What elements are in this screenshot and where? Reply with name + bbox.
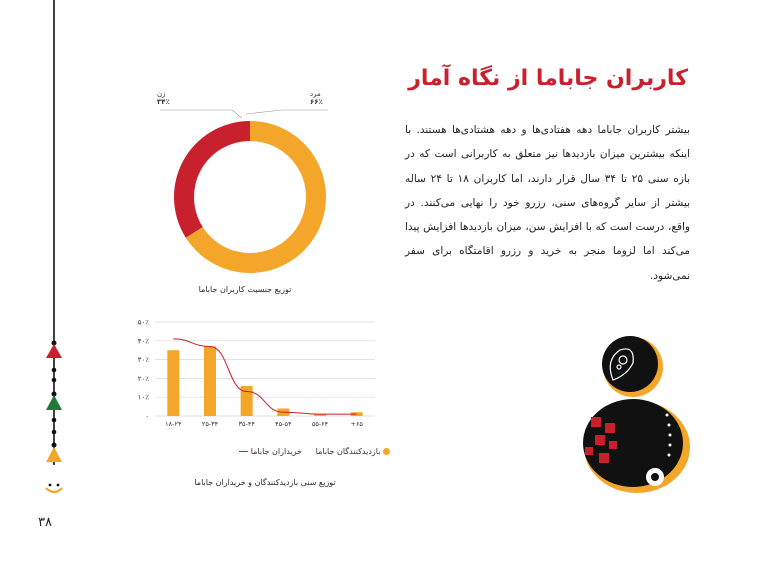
y-tick-label: ۱۰٪: [137, 393, 149, 402]
x-tick-label: ۲۵-۳۴: [201, 420, 219, 428]
page-title: کاربران جاباما از نگاه آمار: [408, 66, 688, 91]
visitors-legend-swatch: [383, 448, 390, 455]
smile-logo-icon: [46, 484, 62, 492]
body-paragraph: بیشتر کاربران جاباما دهه هفتادی‌ها و دهه هشتادی‌ها هستند. با اینکه بیشترین میزان بازدیدها نیز متعلق به کاربرانی است که در بازه سنی ۲۵ تا ۳۴ سال قرار دارند، اما کاربران ۱۸ تا ۲۴ ساله بیشتر از سایر گروه‌های سنی، رزرو خود را نهایی می‌کنند. در واقع، درست است که با افزایش سن، میزان بازدیدها افزایش پیدا می‌کند اما لزوما منجر به خرید و رزرو اقامتگاه برای سفر نمی‌شود.: [405, 124, 691, 282]
white-flower-icon: [646, 468, 664, 486]
legend-female: [157, 90, 170, 106]
x-tick-label: ۵۵-۶۴: [311, 420, 329, 428]
gender-donut-chart: [150, 90, 350, 280]
age-bar-chart: [120, 312, 380, 437]
red-tassel-icon: [46, 341, 62, 359]
legend-female-label: زن: [157, 90, 166, 98]
visitor-bar: [167, 350, 179, 416]
y-tick-label: ۵۰٪: [137, 318, 149, 327]
rope-decoration: [40, 0, 80, 500]
x-tick-label: ۱۸-۲۴: [165, 420, 182, 428]
orange-tassel-icon: [46, 443, 62, 463]
donut-caption: توزیع جنسیت کاربران جاباما: [198, 285, 292, 294]
x-tick-label: ۴۵-۵۴: [275, 420, 292, 428]
buyers-line: [173, 339, 356, 414]
y-tick-label: ۲۰٪: [137, 374, 149, 383]
x-tick-label: +۶۵: [350, 420, 363, 428]
buyers-legend-label: خریداران جاباما: [250, 447, 302, 456]
buyers-legend-swatch: [239, 451, 248, 452]
x-tick-label: ۳۵-۴۴: [238, 420, 255, 428]
buyers-legend: [212, 447, 302, 456]
legend-male-label: مرد: [310, 90, 321, 98]
figure-illustration: [575, 325, 695, 495]
legend-male: [310, 90, 323, 106]
page-number: ۳۸: [38, 515, 52, 530]
y-tick-label: ۰: [145, 412, 149, 421]
green-tassel-icon: [46, 392, 62, 411]
legend-male-value: ۶۶٪: [310, 98, 323, 106]
legend-female-value: ۳۴٪: [157, 98, 170, 106]
y-tick-label: ۴۰٪: [137, 337, 149, 346]
visitors-legend-label: بازدیدکنندگان جاباما: [315, 447, 381, 456]
slice-female: [174, 121, 250, 238]
visitor-bar: [204, 346, 216, 416]
y-tick-label: ۳۰٪: [137, 356, 149, 365]
bar-caption: توزیع سنی بازدیدکنندگان و خریداران جاباما: [194, 478, 336, 487]
